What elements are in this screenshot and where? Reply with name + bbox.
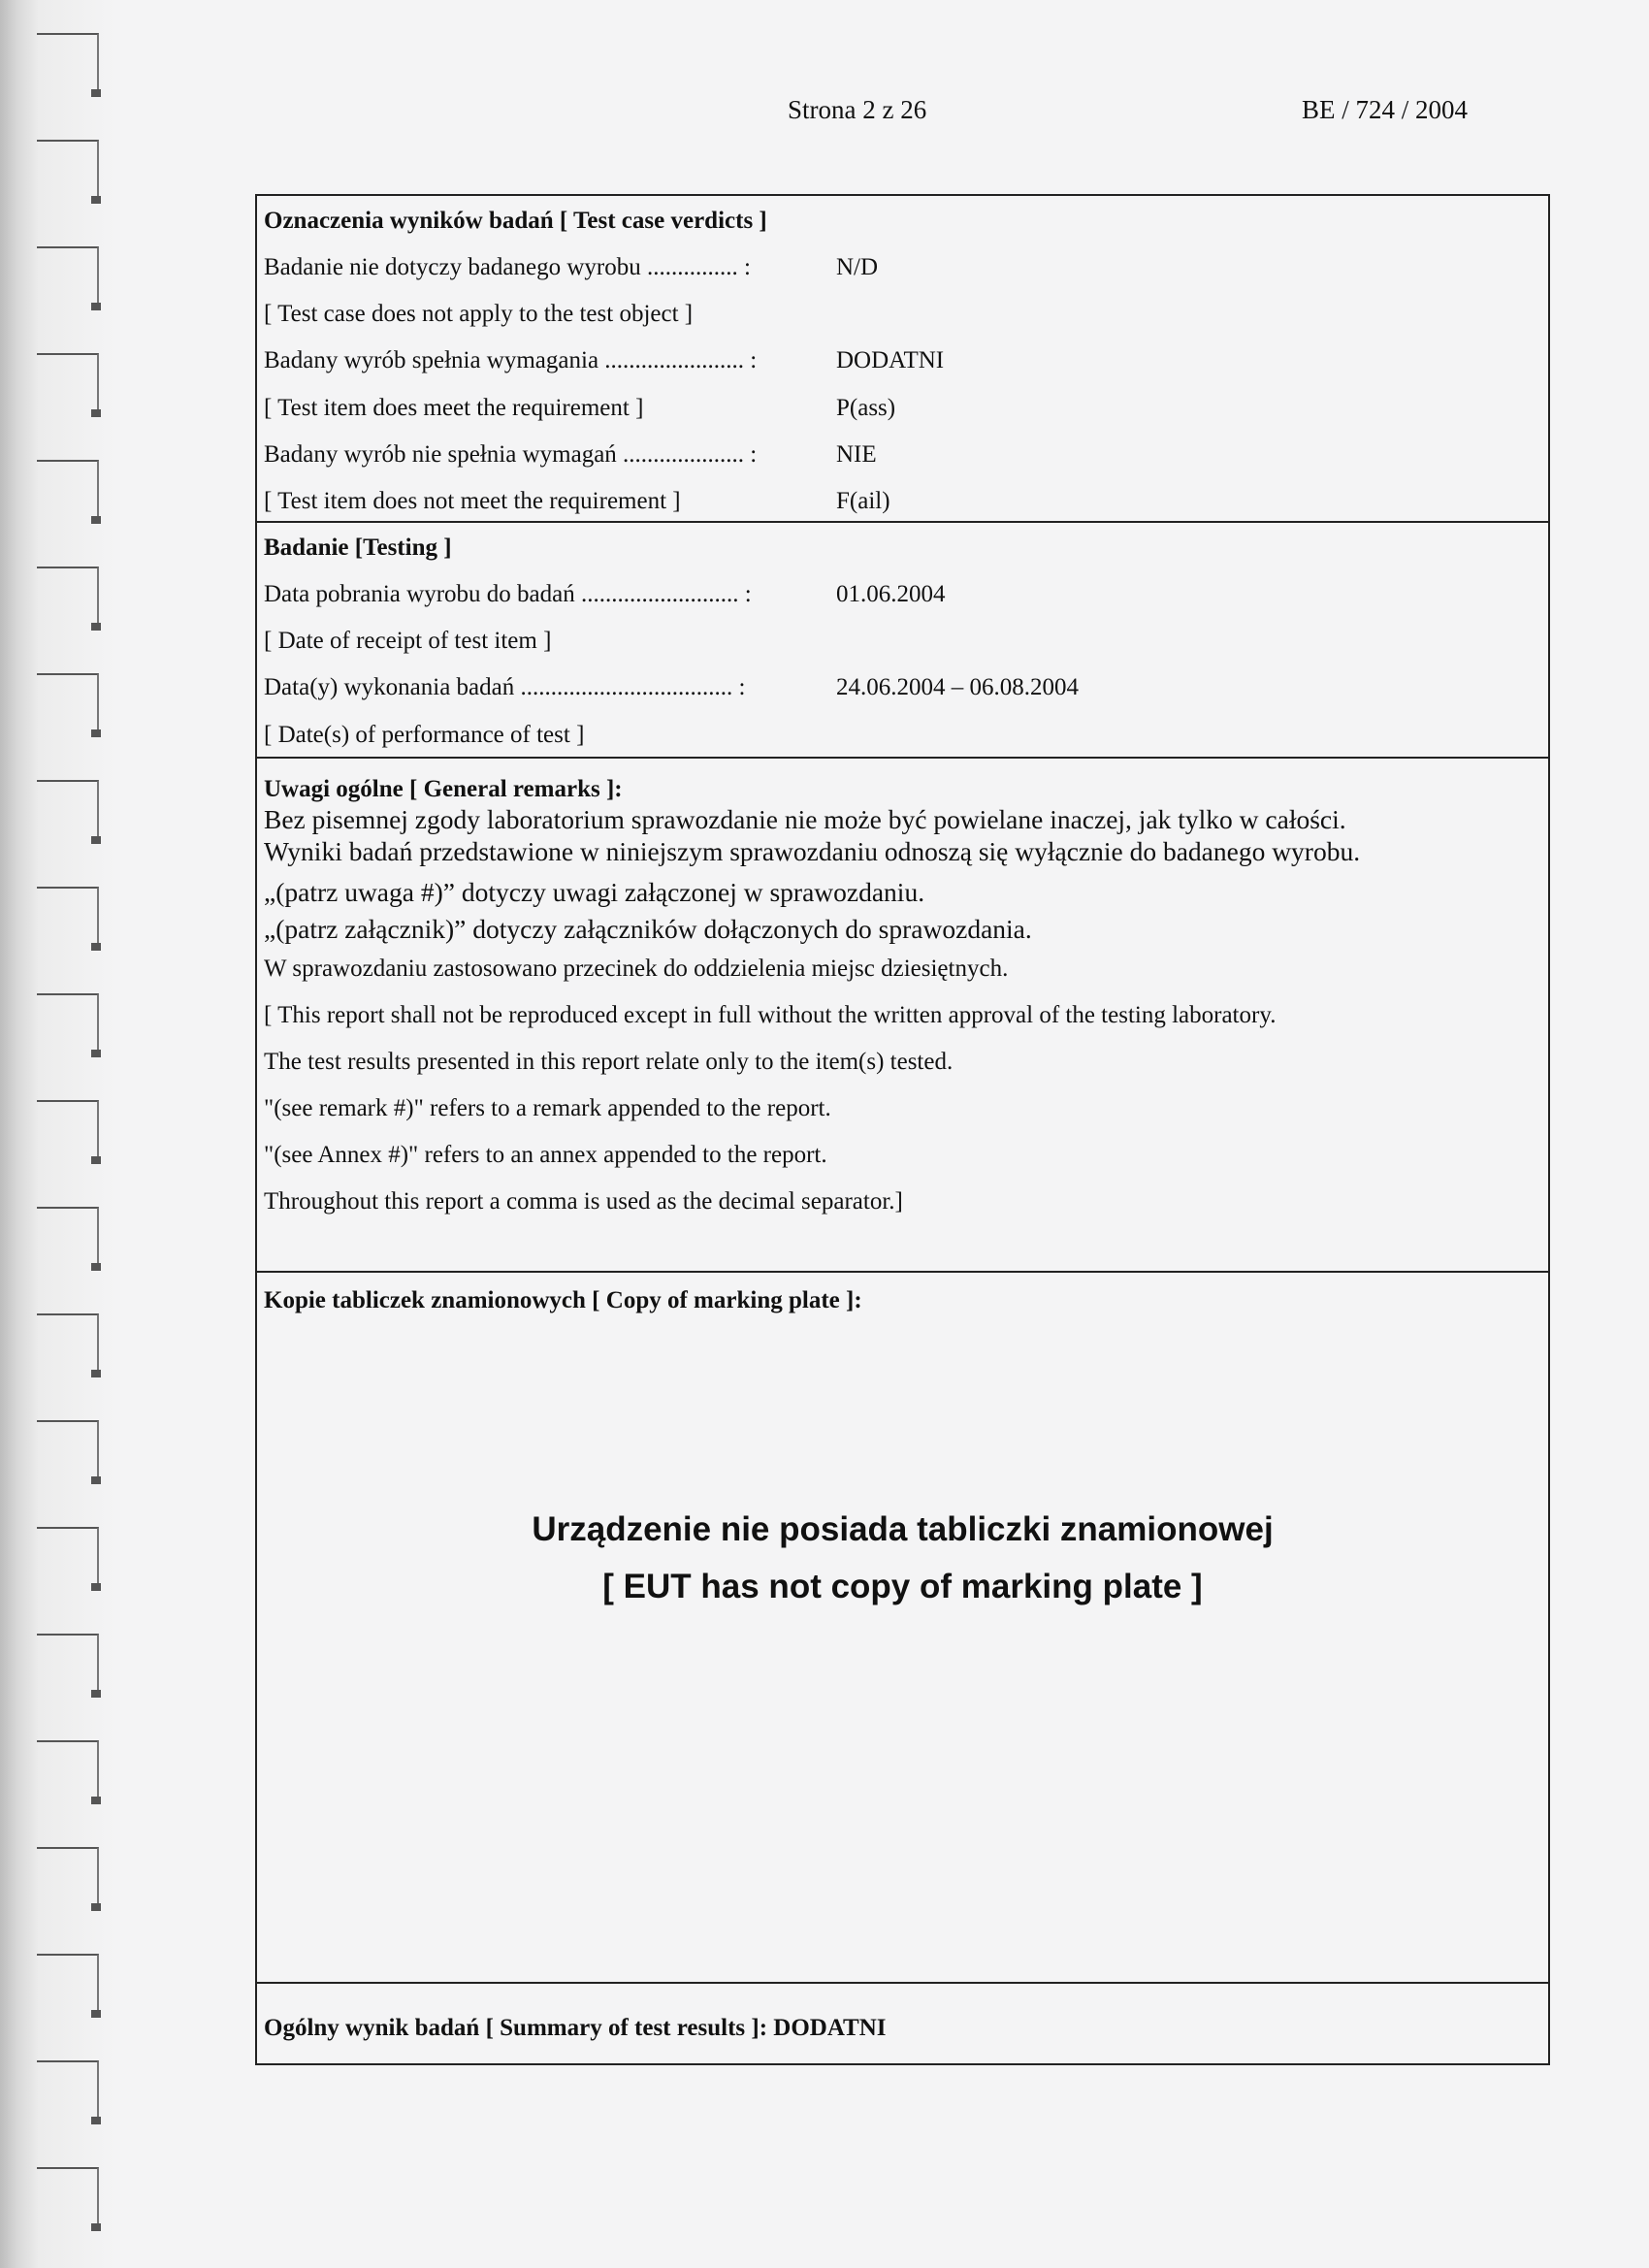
summary-text: Ogólny wynik badań [ Summary of test results ]: DODATNI [264, 2015, 887, 2041]
binding-hole [37, 1420, 99, 1478]
verdict-value: N/D [836, 254, 879, 280]
binding-hole [37, 567, 99, 625]
binding-hole [37, 1954, 99, 2012]
report-id: BE / 724 / 2004 [1302, 95, 1469, 124]
binding-hole [37, 1847, 99, 1905]
binding-hole [37, 887, 99, 945]
marking-plate-note-pl: Urządzenie nie posiada tabliczki znamionowej [532, 1510, 1274, 1548]
binding-hole [37, 1313, 99, 1372]
binding-strip [0, 0, 116, 2268]
remark-line: Throughout this report a comma is used as the decimal separator.] [264, 1188, 903, 1215]
binding-hole [37, 1527, 99, 1585]
testing-value: 01.06.2004 [836, 581, 946, 607]
remark-line: Bez pisemnej zgody laboratorium sprawozdanie nie może być powielane inaczej, jak tylko w całości. [264, 804, 1346, 834]
report-table [255, 194, 1550, 2065]
verdicts-heading: Oznaczenia wyników badań [ Test case verdicts ] [264, 208, 767, 234]
remark-line: "(see remark #)" refers to a remark appended to the report. [264, 1095, 831, 1121]
marking-plate-heading: Kopie tabliczek znamionowych [ Copy of marking plate ]: [264, 1287, 862, 1313]
verdict-value: F(ail) [836, 488, 890, 514]
remark-line: „(patrz załącznik)” dotyczy załączników dołączonych do sprawozdania. [264, 914, 1032, 944]
testing-label: Data pobrania wyrobu do badań .......................... : [264, 581, 752, 607]
binding-hole [37, 1100, 99, 1158]
marking-plate-section [257, 1273, 1548, 1984]
remark-line: W sprawozdaniu zastosowano przecinek do oddzielenia miejsc dziesiętnych. [264, 956, 1009, 982]
remarks-section [257, 759, 1548, 1273]
page-header [0, 95, 1649, 138]
verdict-label: [ Test item does not meet the requirement ] [264, 488, 681, 514]
verdict-value: NIE [836, 441, 877, 468]
binding-hole [37, 353, 99, 411]
binding-hole [37, 460, 99, 518]
verdict-label: Badany wyrób nie spełnia wymagań .................... : [264, 441, 758, 468]
verdict-value: P(ass) [836, 395, 896, 421]
binding-hole [37, 780, 99, 838]
binding-hole [37, 33, 99, 91]
testing-heading: Badanie [Testing ] [264, 535, 452, 561]
verdict-label: [ Test case does not apply to the test object ] [264, 301, 694, 327]
verdict-label: Badanie nie dotyczy badanego wyrobu ............... : [264, 254, 751, 280]
remark-line: "(see Annex #)" refers to an annex appended to the report. [264, 1142, 827, 1168]
remark-line: „(patrz uwaga #)” dotyczy uwagi załączonej w sprawozdaniu. [264, 877, 925, 907]
verdicts-section [257, 196, 1548, 523]
binding-hole [37, 1207, 99, 1265]
binding-hole [37, 1634, 99, 1692]
binding-hole [37, 993, 99, 1052]
binding-hole [37, 140, 99, 198]
summary-section [257, 1984, 1548, 2065]
binding-hole [37, 2060, 99, 2119]
binding-hole [37, 1740, 99, 1798]
marking-plate-note-en: [ EUT has not copy of marking plate ] [602, 1568, 1203, 1605]
testing-label: Data(y) wykonania badań ................................... : [264, 674, 746, 700]
verdict-value: DODATNI [836, 347, 945, 373]
testing-label: [ Date(s) of performance of test ] [264, 722, 585, 748]
remarks-heading: Uwagi ogólne [ General remarks ]: [264, 776, 623, 802]
remark-line: [ This report shall not be reproduced except in full without the written approval of the testing laboratory. [264, 1002, 1277, 1028]
remark-line: The test results presented in this report relate only to the item(s) tested. [264, 1049, 954, 1075]
page-number: Strona 2 z 26 [788, 95, 927, 124]
testing-section [257, 523, 1548, 759]
verdict-label: Badany wyrób spełnia wymagania ....................... : [264, 347, 758, 373]
verdict-label: [ Test item does meet the requirement ] [264, 395, 644, 421]
testing-label: [ Date of receipt of test item ] [264, 628, 552, 654]
remark-line: Wyniki badań przedstawione w niniejszym sprawozdaniu odnoszą się wyłącznie do badanego wyrobu. [264, 836, 1361, 866]
binding-hole [37, 673, 99, 731]
binding-hole [37, 2167, 99, 2225]
binding-hole [37, 246, 99, 305]
testing-value: 24.06.2004 – 06.08.2004 [836, 674, 1079, 700]
